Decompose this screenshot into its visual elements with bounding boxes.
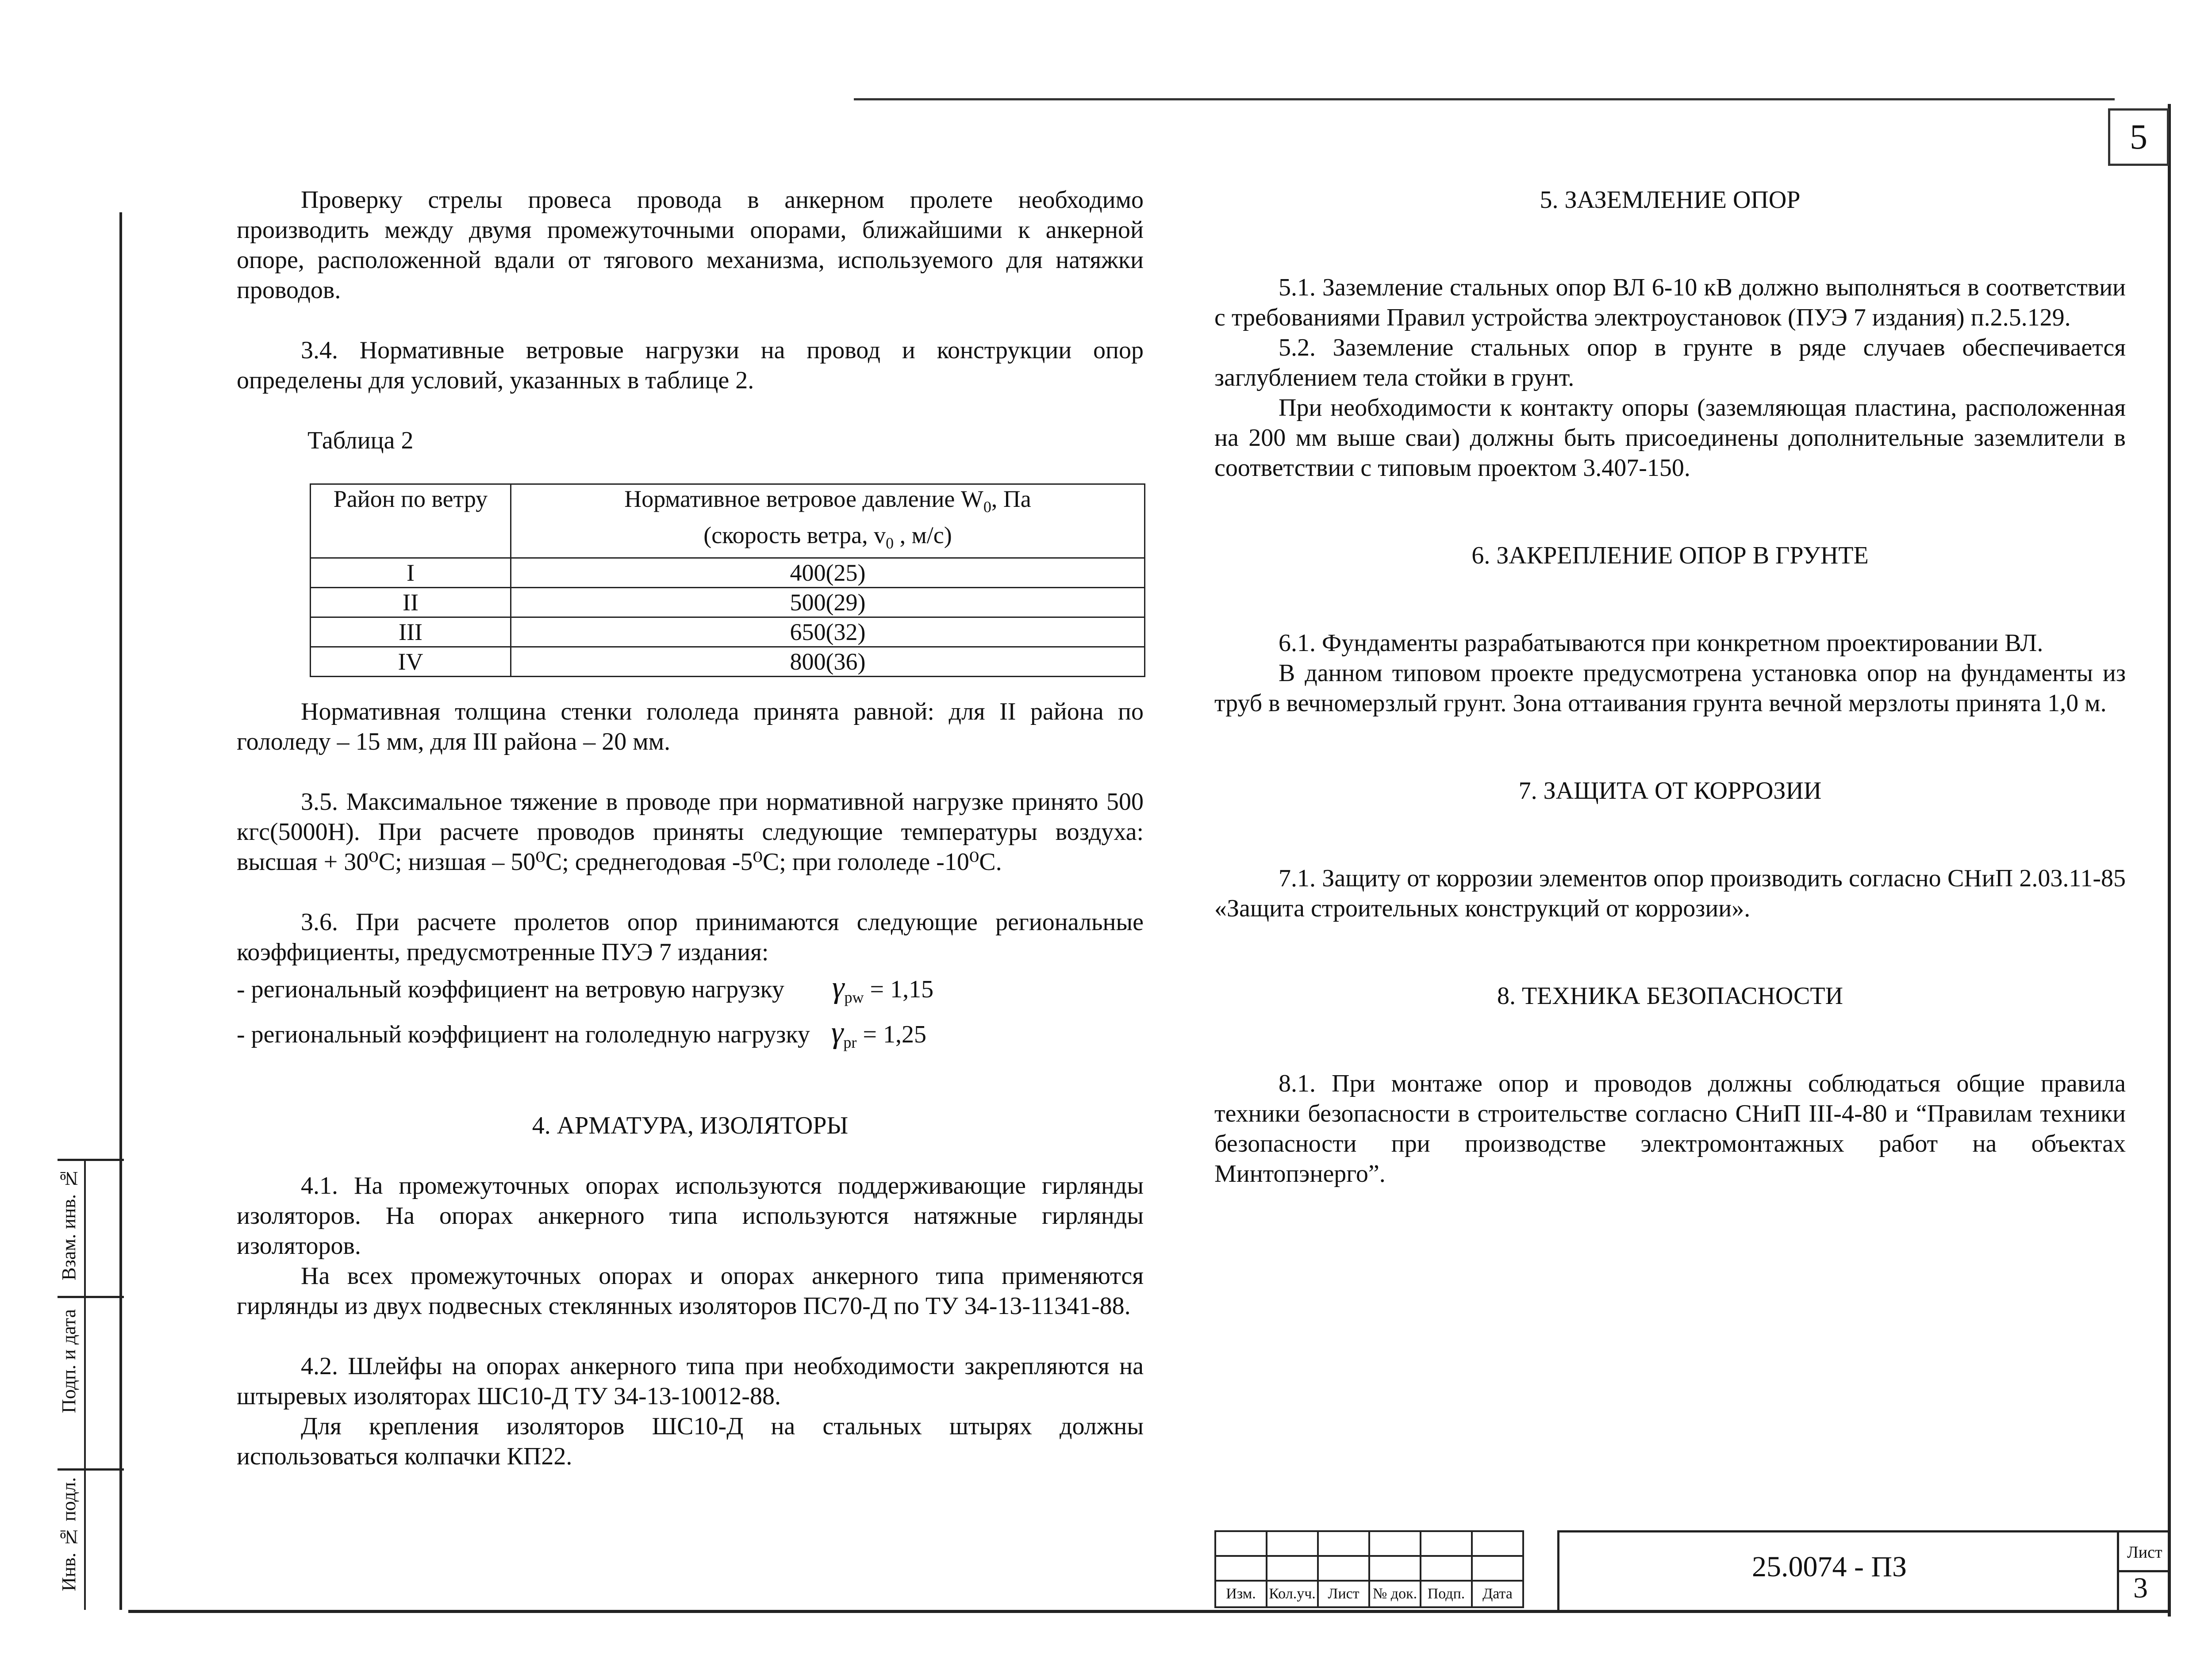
- label-change: Изм.: [1215, 1581, 1267, 1607]
- wind-table: [310, 483, 1145, 677]
- paragraph-4-1: 4.1. На промежуточных опорах используются поддерживающие гирлянды изоляторов. На опорах анкерного типа используются натяжные гирлянды изоляторов.: [237, 1172, 1144, 1260]
- header-sub2: 0: [886, 534, 894, 552]
- header-unit2: , м/с): [894, 521, 952, 548]
- sheet-number: 3: [2133, 1572, 2148, 1604]
- right-frame-line: [2168, 104, 2171, 1617]
- page-number-box: [2108, 108, 2169, 166]
- table-row: [311, 587, 1145, 617]
- region-cell: IV: [311, 647, 511, 676]
- value-cell: 650(32): [511, 617, 1145, 647]
- label-sign: Подп.: [1421, 1581, 1472, 1607]
- paragraph-3-4: 3.4. Нормативные ветровые нагрузки на провод и конструкции опор определены для условий, указанных в таблице 2.: [237, 337, 1144, 394]
- header-text: Нормативное ветровое давление W: [624, 486, 983, 512]
- paragraph-3-6: 3.6. При расчете пролетов опор принимаются следующие региональные коэффициенты, предусмотренные ПУЭ 7 издания:: [237, 908, 1144, 966]
- stamp-line: [58, 1159, 124, 1161]
- gamma-symbol: γ: [832, 970, 845, 1004]
- coef-wind-sub: pw: [844, 988, 864, 1007]
- top-frame-line: [854, 98, 2115, 100]
- coef-ice: [237, 1015, 1144, 1057]
- right-column: [1214, 185, 2126, 1189]
- label-date: Дата: [1472, 1581, 1523, 1607]
- stamp-label-replace-inv: Взам. инв. №: [58, 1168, 80, 1280]
- heading-6: 6. ЗАКРЕПЛЕНИЕ ОПОР В ГРУНТЕ: [1471, 542, 1869, 569]
- paragraph-4-1b: На всех промежуточных опорах и опорах анкерного типа применяются гирлянды из двух подвесных стеклянных изоляторов ПС70-Д по ТУ 34-13-11341-88.: [237, 1262, 1144, 1320]
- sheet-label: Лист: [2127, 1543, 2162, 1562]
- heading-5: 5. ЗАЗЕМЛЕНИЕ ОПОР: [1540, 186, 1801, 214]
- paragraph-6-1b: В данном типовом проекте предусмотрена установка опор на фундаменты из труб в вечномерзлый грунт. Зона оттаивания грунта вечной мерзлоты принята 1,0 м.: [1214, 659, 2126, 717]
- paragraph-5-1: 5.1. Заземление стальных опор ВЛ 6-10 кВ должно выполняться в соответствии с требованиями Правил устройства электроустановок (ПУЭ 7 издания) п.2.5.129.: [1214, 274, 2126, 331]
- paragraph-6-1: 6.1. Фундаменты разрабатываются при конкретном проектировании ВЛ.: [1279, 629, 2043, 657]
- value-cell: 500(29): [511, 587, 1145, 617]
- label-doc: № док.: [1369, 1581, 1421, 1607]
- coef-wind-text: - региональный коэффициент на ветровую нагрузку: [237, 976, 784, 1003]
- heading-4: 4. АРМАТУРА, ИЗОЛЯТОРЫ: [532, 1112, 849, 1140]
- stamp-label-sign-date: Подп. и дата: [58, 1309, 80, 1414]
- paragraph-4-2: 4.2. Шлейфы на опорах анкерного типа при необходимости закрепляются на штыревых изоляторах ШС10-Д ТУ 34-13-10012-88.: [237, 1352, 1144, 1410]
- coef-wind: [237, 970, 1144, 1012]
- table-row: [311, 647, 1145, 676]
- region-cell: II: [311, 587, 511, 617]
- coef-wind-value: = 1,15: [864, 976, 934, 1003]
- left-column-lower: [237, 697, 1144, 1471]
- label-count: Кол.уч.: [1267, 1581, 1318, 1607]
- paragraph-3-5: 3.5. Максимальное тяжение в проводе при нормативной нагрузке принято 500 кгс(5000Н). При расчете проводов приняты следующие температуры воздуха: высшая + 30⁰С; низшая – 50⁰С; среднегодовая -5⁰С; при гололеде -10⁰С.: [237, 788, 1144, 876]
- paragraph-7-1: 7.1. Защиту от коррозии элементов опор производить согласно СНиП 2.03.11-85 «Защита строительных конструкций от коррозии».: [1214, 865, 2126, 922]
- value-cell: 400(25): [511, 558, 1145, 587]
- region-cell: I: [311, 558, 511, 587]
- table-header-region: Район по ветру: [311, 484, 511, 558]
- intro-paragraph: Проверку стрелы провеса провода в анкерном пролете необходимо производить между двумя промежуточными опорами, ближайшими к анкерной опоре, расположенной вдали от тягового механизма, используемого для натяжки проводов.: [237, 186, 1144, 304]
- paragraph-4-2b: Для крепления изоляторов ШС10-Д на стальных штырях должны использоваться колпачки КП22.: [237, 1413, 1144, 1471]
- stamp-line: [58, 1468, 124, 1471]
- left-column: [237, 185, 1144, 456]
- table-row: [311, 558, 1145, 587]
- document-code: 25.0074 - ПЗ: [1752, 1551, 1907, 1583]
- paragraph-5-2: 5.2. Заземление стальных опор в грунте в ряде случаев обеспечивается заглублением тела стойки в грунт.: [1214, 334, 2126, 391]
- table-header-pressure: [511, 484, 1145, 558]
- header-sub: 0: [983, 498, 991, 516]
- paragraph-8-1: 8.1. При монтаже опор и проводов должны соблюдаться общие правила техники безопасности в строительстве согласно СНиП III-4-80 и “Правилам техники безопасности при производстве электромонтажных работ на объектах Минтопэнерго”.: [1214, 1070, 2126, 1188]
- stamp-divider: [84, 1159, 86, 1610]
- stamp-label-inv-orig: Инв. № подл.: [58, 1477, 80, 1591]
- title-block-grid: [1214, 1530, 1524, 1608]
- stamp-line: [58, 1296, 124, 1298]
- header-text2: (скорость ветра, v: [703, 521, 886, 548]
- coef-ice-value: = 1,25: [856, 1021, 927, 1049]
- gamma-symbol: γ: [831, 1015, 844, 1050]
- page-number: 5: [2130, 117, 2147, 157]
- ice-paragraph: Нормативная толщина стенки гололеда принята равной: для II района по гололеду – 15 мм, для III района – 20 мм.: [237, 698, 1144, 755]
- heading-7: 7. ЗАЩИТА ОТ КОРРОЗИИ: [1518, 777, 1822, 805]
- heading-8: 8. ТЕХНИКА БЕЗОПАСНОСТИ: [1497, 982, 1843, 1010]
- value-cell: 800(36): [511, 647, 1145, 676]
- paragraph-5-2b: При необходимости к контакту опоры (заземляющая пластина, расположенная на 200 мм выше сваи) должны быть присоединены дополнительные заземлители в соответствии с типовым проектом 3.407-150.: [1214, 394, 2126, 482]
- coef-ice-sub: pr: [843, 1034, 857, 1052]
- header-unit: , Па: [991, 486, 1031, 512]
- region-cell: III: [311, 617, 511, 647]
- label-sheet: Лист: [1318, 1581, 1369, 1607]
- left-frame-line: [119, 212, 122, 1610]
- table-caption: Таблица 2: [307, 427, 414, 454]
- table-row: [311, 617, 1145, 647]
- coef-ice-text: - региональный коэффициент на гололедную нагрузку: [237, 1021, 810, 1049]
